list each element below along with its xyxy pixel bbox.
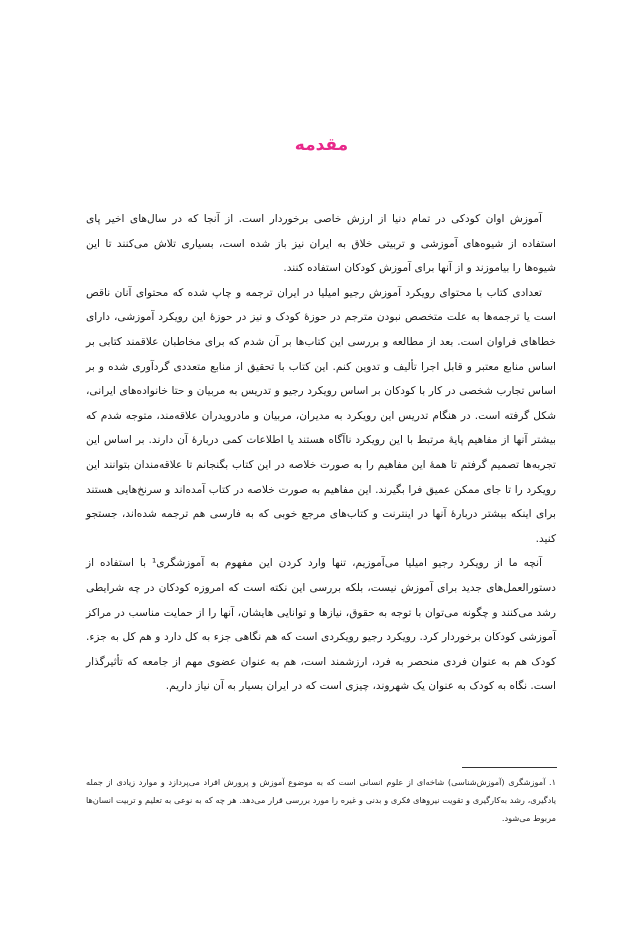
paragraph-intro: آموزش اوان کودکی در تمام دنیا از ارزش خاصی برخوردار است. از آنجا که در سال‌های اخیر پای استفاده از شیوه‌های آموزشی و تربیتی خلاق به ایران نیز باز شده است، بسیاری تلاش می‌کنند تا این شیوه‌ها را بیاموزند و از آنها برای آموزش کودکان استفاده کنند. (86, 213, 556, 275)
footnote-divider (462, 767, 557, 768)
chapter-title: مقدمه (294, 135, 349, 155)
paragraph-reggio: آنچه ما از رویکرد رجیو امیلیا می‌آموزیم، تنها وارد کردن این مفهوم به آموزشگری¹ با استفاده از دستورالعمل‌های جدید برای آموزش نیست، بلکه بررسی این نکته است که امروزه کودکان در چه شرایطی رشد می‌کنند و چگونه می‌توان با توجه به حقوق، نیازها و توانایی هایشان، آنها را از حمایت مناسب در مراکز آموزشی کودکان برخوردار کرد. رویکرد رجیو رویکردی است که هم نگاهی جزء به کل دارد و هم کل به جزء. کودک هم به عنوان فردی منحصر به فرد، ارزشمند است، هم به عنوان عضوی مهم از جامعه که تأثیرگذار است. نگاه به کودک به عنوان یک شهروند، چیزی است که در ایران بسیار به آن نیاز داریم. (86, 557, 556, 693)
paragraph-books: تعدادی کتاب با محتوای رویکرد آموزش رجیو امیلیا در ایران ترجمه و چاپ شده که محتوای آنان ناقص است یا ترجمه‌ها به علت متخصص نبودن مترجم در حوزهٔ کودک و نیز در حوزهٔ این رویکرد آموزشی، دارای خطاهای فراوان است. بعد از مطالعه و بررسی این کتاب‌ها بر آن شدم که برای مخاطبان علاقمند کتابی بر اساس منابع معتبر و قابل اجرا تألیف و تدوین کنم. این کتاب با تحقیق از منابع متعددی گردآوری شده و بر اساس تجارب شخصی در کار با کودکان بر اساس رویکرد رجیو و تدریس به مربیان و حتا خانواده‌های ایرانی، شکل گرفته است. در هنگام تدریس این رویکرد به مدیران، مربیان و مادرویدران علاقه‌مند، متوجه شدم که بیشتر آنها از مفاهیم پایهٔ مرتبط با این رویکرد ناآگاه هستند یا اطلاعات کمی دربارهٔ آن دارند. بر اساس این تجربه‌ها تصمیم گرفتم تا همهٔ این مفاهیم را به صورت خلاصه در این کتاب بگنجانم تا علاقه‌مندان بتوانند این رویکرد را تا جای ممکن عمیق فرا بگیرند. این مفاهیم به صورت خلاصه در کتاب آمده‌اند و سرنخ‌هایی هستند برای اینکه بیشتر دربارهٔ آنها در اینترنت و کتاب‌های مرجع خوبی که به فارسی هم ترجمه شده‌اند، جستجو کنید. (86, 286, 556, 545)
footnote-text: ۱. آموزشگری (آموزش‌شناسی) شاخه‌ای از علوم انسانی است که به موضوع آموزش و پرورش افراد می‌پردازد و موارد زیادی از جمله یادگیری، رشد به‌کارگیری و تقویت نیروهای فکری و بدنی و غیره را مورد بررسی قرار می‌دهد. هر چه که به نوعی به تعلیم و تربیت انسان‌ها مربوط می‌شود. (86, 777, 556, 823)
footnote (86, 773, 556, 827)
main-body (86, 207, 556, 699)
